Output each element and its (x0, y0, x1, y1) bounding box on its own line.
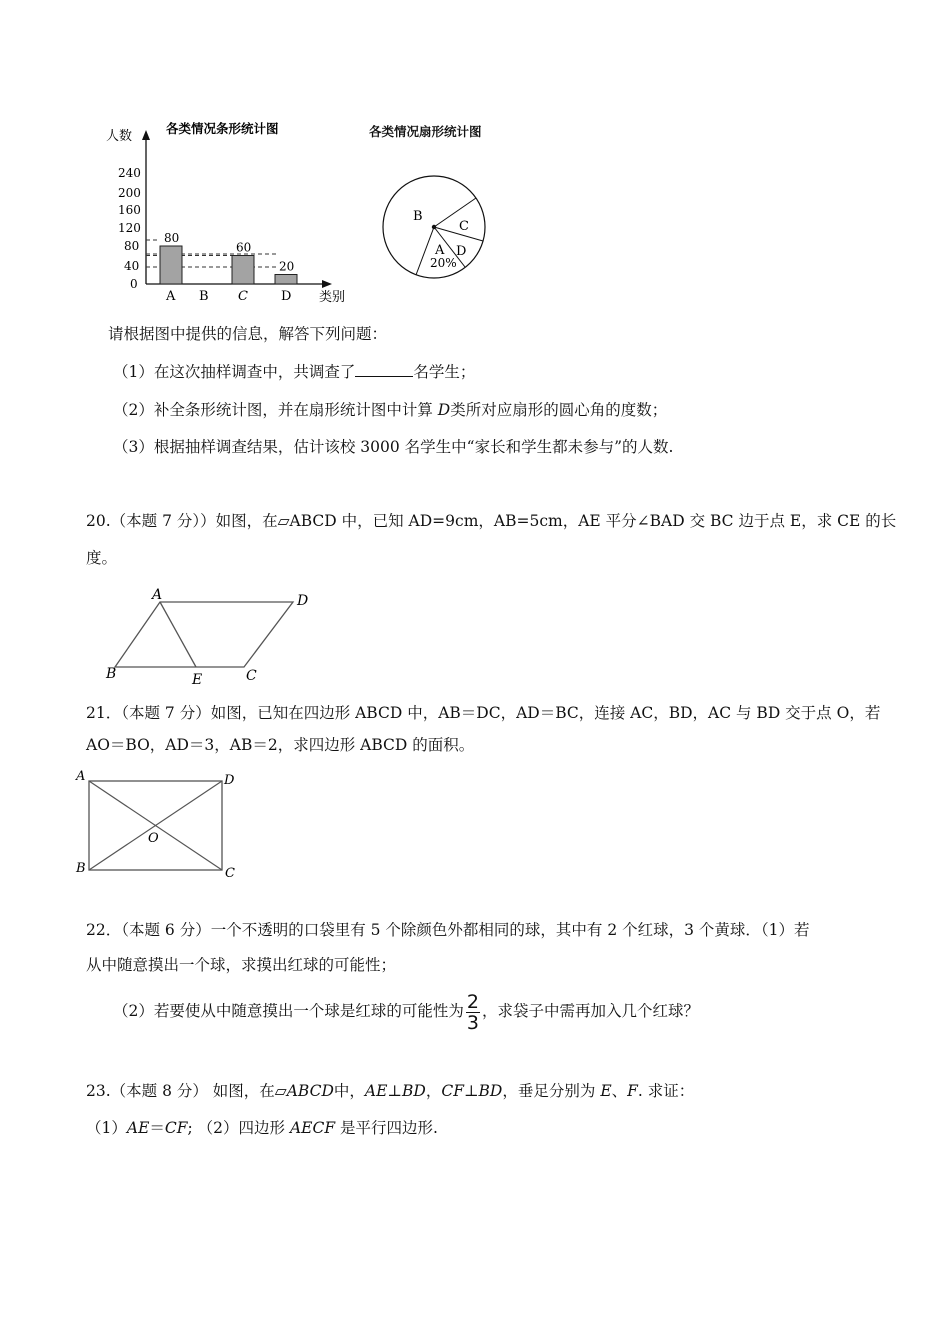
bar-chart (100, 118, 360, 308)
q19-part1-before: （1）在这次抽样调查中，共调查了 (113, 363, 356, 381)
q21-line2: AO＝BO，AD＝3，AB＝2，求四边形 ABCD 的面积。 (86, 736, 475, 754)
q23-var-ae: AE (364, 1082, 388, 1100)
y-tick-label: 80 (124, 239, 140, 253)
q23-text: ， (425, 1082, 442, 1100)
q19-part1 (113, 362, 475, 382)
q21-line1: 21．（本题 7 分）如图，已知在四边形 ABCD 中，AB＝DC，AD＝BC，连接 AC，BD，AC 与 BD 交于点 O，若 (86, 704, 881, 722)
bar-value-label-a: 80 (164, 231, 180, 245)
y-tick-label: 240 (118, 166, 141, 180)
q19-part2 (113, 400, 667, 420)
pie-chart-title: 各类情况扇形统计图 (369, 124, 482, 139)
vertex-a: A (76, 769, 86, 784)
q23-text: . 求证： (637, 1082, 695, 1100)
pie-chart (380, 175, 492, 281)
q20-parallelogram-figure (100, 585, 330, 690)
q23-var-ae: AE (126, 1119, 150, 1137)
q23-line2 (86, 1118, 438, 1138)
q23-text: ; （2）四边形 (187, 1119, 290, 1137)
bar-value-label-d: 20 (279, 259, 295, 274)
x-axis-arrow (322, 280, 332, 288)
x-tick-label-b: B (199, 289, 209, 304)
q22-line1: 22．（本题 6 分）一个不透明的口袋里有 5 个除颜色外都相同的球，其中有 2 个红球，3 个黄球．（1）若 (86, 921, 810, 939)
q19-part2-a: （2）补全条形统计图，并在扇形统计图中计算 (113, 401, 438, 419)
pie-label-a: A (435, 243, 445, 258)
y-axis-arrow (142, 130, 150, 140)
fraction-numerator: 2 (466, 990, 479, 1013)
y-tick-label: 120 (118, 221, 141, 235)
x-tick-label-a: A (166, 289, 176, 304)
q23-text: ，垂足分别为 (502, 1082, 601, 1100)
q23-var-abcd: ABCD (286, 1082, 334, 1100)
answer-blank[interactable] (355, 362, 413, 377)
q23-var-bd: BD (478, 1082, 503, 1100)
q19-part2-b: 类所对应扇形的圆心角的度数； (450, 401, 668, 419)
parallelogram-abcd (115, 602, 293, 667)
bar-c (232, 256, 254, 285)
fraction-two-thirds (466, 992, 480, 1033)
q23-perp: ⊥ (463, 1082, 479, 1100)
vertex-d: D (224, 773, 235, 788)
bar-a (160, 246, 182, 284)
q23-text: 23.（本题 8 分） 如图，在▱ (86, 1082, 287, 1100)
y-tick-label: 40 (124, 259, 140, 273)
q23-var-f: F (627, 1082, 638, 1100)
vertex-c: C (225, 866, 235, 881)
q22-part2 (113, 991, 699, 1033)
y-tick-label: 200 (118, 186, 141, 200)
y-tick-label: 160 (118, 203, 141, 217)
bar-chart-ylabel: 人数 (106, 129, 133, 144)
q20-line2: 度。 (86, 549, 118, 567)
vertex-c: C (246, 668, 257, 684)
q23-text: 中， (333, 1082, 365, 1100)
pie-label-d: D (456, 244, 467, 259)
x-tick-label-d: D (281, 289, 292, 304)
vertex-b: B (76, 861, 86, 876)
q23-line1 (86, 1081, 694, 1101)
q23-text: （1） (86, 1119, 127, 1137)
q23-var-cf: CF (441, 1082, 464, 1100)
q22-line2: 从中随意摸出一个球，求摸出红球的可能性； (86, 956, 397, 974)
q23-text: 、 (611, 1082, 628, 1100)
q23-var-aecf: AECF (289, 1119, 336, 1137)
bar-chart-xlabel: 类别 (319, 290, 346, 305)
q23-var-cf: CF (164, 1119, 188, 1137)
vertex-d: D (297, 593, 309, 609)
pie-center (432, 225, 436, 229)
q23-var-e: E (600, 1082, 612, 1100)
bar-d (275, 275, 297, 285)
pie-label-a-percent: 20% (430, 256, 457, 270)
bar-chart-title: 各类情况条形统计图 (166, 121, 279, 136)
q19-part1-after: 名学生； (413, 363, 476, 381)
vertex-e: E (192, 672, 203, 688)
q21-rectangle-figure (72, 766, 247, 884)
x-tick-label-c: C (238, 289, 248, 304)
q22-part2-after: ，求袋子中需再加入几个红球？ (481, 1002, 699, 1020)
q23-text: 是平行四边形. (335, 1119, 438, 1137)
segment-ae (160, 602, 196, 667)
q19-intro: 请根据图中提供的信息，解答下列问题： (108, 325, 388, 343)
q19-part3: （3）根据抽样调查结果，估计该校 3000 名学生中“家长和学生都未参与”的人数. (113, 438, 674, 456)
pie-divider-1 (434, 198, 476, 227)
q19-part2-var: D (437, 401, 451, 419)
y-tick-label: 0 (130, 277, 138, 291)
pie-label-b: B (413, 209, 423, 224)
q20-line1: 20.（本题 7 分））如图，在▱ABCD 中，已知 AD=9cm，AB=5cm，AE 平分∠BAD 交 BC 边于点 E，求 CE 的长 (86, 512, 897, 530)
vertex-b: B (106, 666, 117, 682)
q23-perp: ⊥ (387, 1082, 402, 1100)
q23-var-bd: BD (402, 1082, 426, 1100)
center-o: O (148, 831, 159, 846)
q23-text: ＝ (149, 1119, 165, 1137)
pie-label-c: C (459, 219, 469, 234)
q22-part2-before: （2）若要使从中随意摸出一个球是红球的可能性为 (113, 1002, 464, 1020)
fraction-denominator: 3 (466, 1011, 479, 1034)
vertex-a: A (152, 587, 163, 603)
bar-value-label-c: 60 (236, 240, 252, 255)
